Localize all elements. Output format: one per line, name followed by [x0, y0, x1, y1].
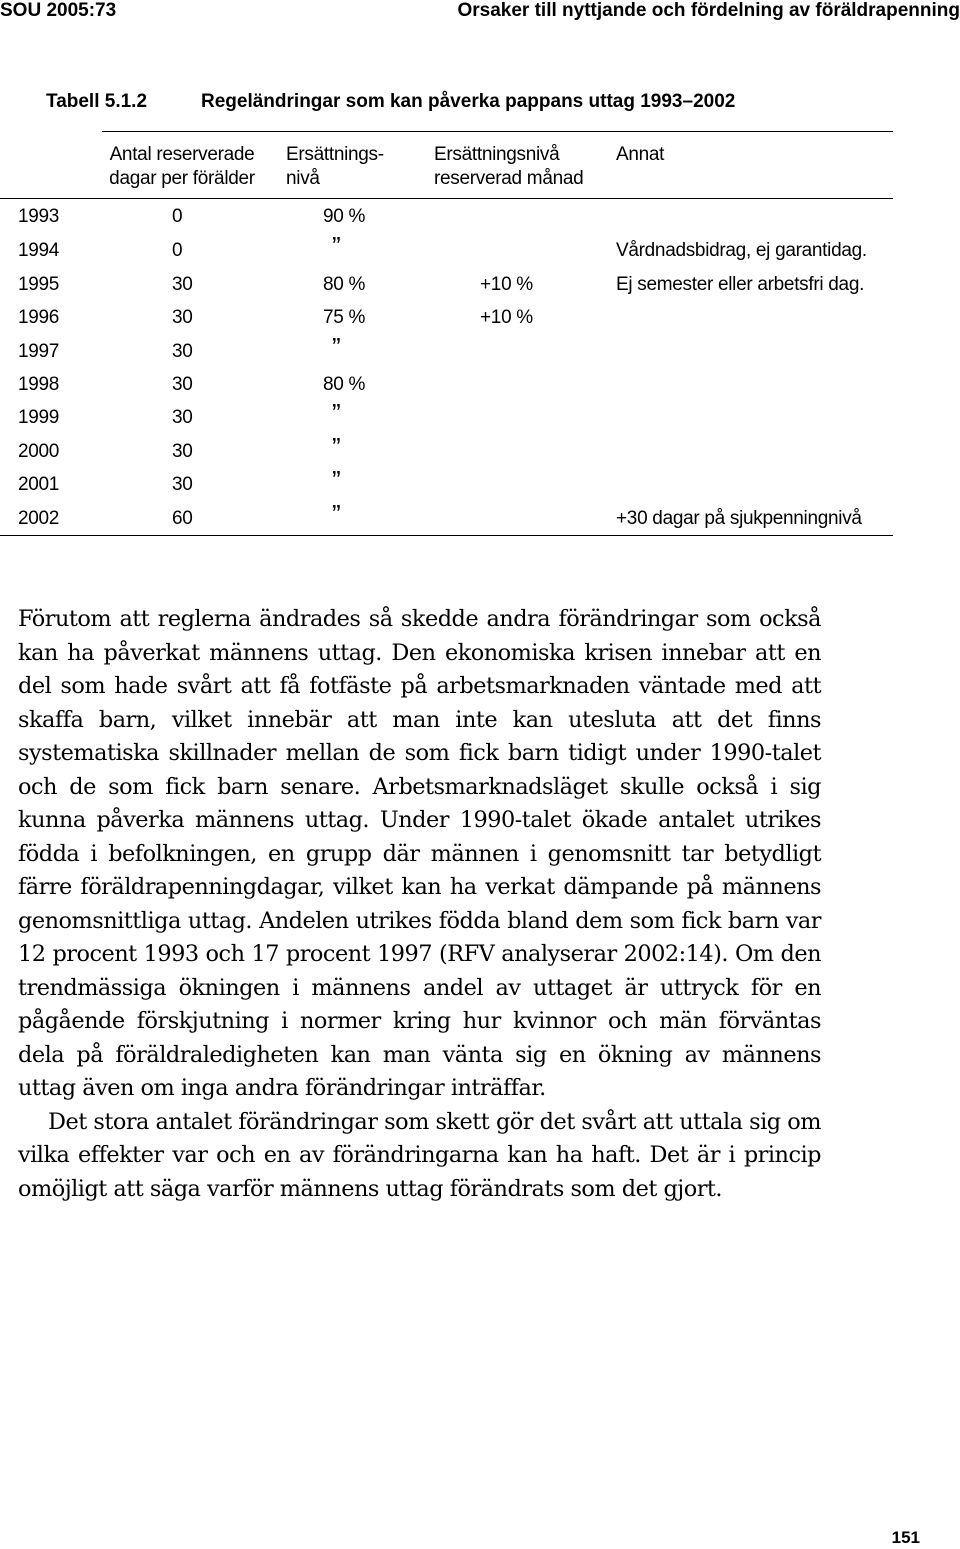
days-cell: 60 — [172, 508, 193, 529]
year-cell: 2002 — [18, 508, 60, 529]
column-header-level-line2: nivå — [286, 168, 320, 189]
year-cell: 1994 — [18, 240, 60, 261]
level-cell: 75 % — [323, 307, 366, 328]
level-cell: 80 % — [323, 274, 366, 295]
body-text — [18, 603, 821, 1206]
table-row — [0, 374, 893, 407]
other-cell: Vårdnadsbidrag, ej garantidag. — [616, 240, 867, 261]
year-cell: 2001 — [18, 474, 60, 495]
reserved-cell: +10 % — [480, 307, 533, 328]
column-header-days-line1: Antal reserverade — [109, 144, 255, 165]
column-header-other — [616, 143, 664, 167]
level-cell: 90 % — [323, 206, 366, 227]
reserved-cell: +10 % — [480, 274, 533, 295]
days-cell: 30 — [172, 374, 193, 395]
column-header-days-line2: dagar per förälder — [109, 168, 255, 189]
table-number: Tabell 5.1.2 — [46, 91, 148, 112]
body-paragraph-2: Det stora antalet förändringar som skett gör det svårt att uttala sig om vilka effekter var och en av förändringarna kan ha haft. Det är i princip omöjligt att säga varför männens uttag förändrats som det gjort. — [18, 1108, 821, 1202]
table-row — [0, 499, 893, 541]
column-header-level-line1: Ersättnings- — [286, 144, 384, 165]
table-row — [0, 465, 893, 507]
column-header-reserved — [434, 143, 583, 191]
table-row — [0, 432, 893, 474]
days-cell: 30 — [172, 307, 193, 328]
year-cell: 1993 — [18, 206, 60, 227]
level-cell: ” — [332, 398, 341, 428]
days-cell: 30 — [172, 341, 193, 362]
days-cell: 0 — [172, 240, 183, 261]
body-paragraph-1: Förutom att reglerna ändrades så skedde andra förändringar som också kan ha påverkat männens uttag. Den ekonomiska krisen innebar att en del som hade svårt att få fotfäste på arbetsmarknaden väntade med att skaffa barn, vilket innebär att man inte kan utesluta att det finns systematiska skillnader mellan de som fick barn tidigt under 1990-talet och de som fick barn senare. Arbetsmarknadsläget skulle också i sig kunna påverka männens uttag. Under 1990-talet ökade antalet utrikes födda i befolkningen, en grupp där männen i genomsnitt tar betydligt färre föräldrapenningdagar, vilket kan ha verkat dämpande på männens genomsnittliga uttag. Andelen utrikes födda bland dem som fick barn var 12 procent 1993 och 17 procent 1997 (RFV analyserar 2002:14). Om den trendmässiga ökningen i männens andel av uttaget är uttryck för en pågående förskjutning i normer kring hur kvinnor och män förväntas dela på föräldraledigheten kan man vänta sig en ökning av männens uttag även om inga andra förändringar inträffar. — [18, 606, 821, 1101]
year-cell: 1995 — [18, 274, 60, 295]
page-number: 151 — [891, 1528, 920, 1547]
level-cell: ” — [332, 499, 341, 529]
level-cell: 80 % — [323, 374, 366, 395]
level-cell: ” — [332, 332, 341, 362]
table-row — [0, 274, 893, 307]
table-row — [0, 398, 893, 440]
running-header-right: Orsaker till nyttjande och fördelning av föräldrapenning — [457, 0, 960, 21]
other-cell: +30 dagar på sjukpenningnivå — [616, 508, 862, 529]
year-cell: 2000 — [18, 441, 60, 462]
year-cell: 1999 — [18, 407, 60, 428]
table-top-rule — [102, 131, 893, 132]
year-cell: 1998 — [18, 374, 60, 395]
table-header-rule — [0, 198, 893, 199]
table-row — [0, 307, 893, 340]
running-header-left: SOU 2005:73 — [0, 0, 117, 21]
table-row — [0, 206, 893, 239]
days-cell: 0 — [172, 206, 183, 227]
column-header-reserved-line2: reserverad månad — [434, 168, 584, 189]
column-header-level — [286, 143, 384, 191]
table-bottom-rule — [0, 535, 893, 536]
table-title: Regeländringar som kan påverka pappans uttag 1993–2002 — [201, 91, 736, 112]
days-cell: 30 — [172, 441, 193, 462]
other-cell: Ej semester eller arbetsfri dag. — [616, 274, 865, 295]
level-cell: ” — [332, 432, 341, 462]
column-header-other-label: Annat — [616, 144, 665, 165]
level-cell: ” — [332, 465, 341, 495]
days-cell: 30 — [172, 407, 193, 428]
days-cell: 30 — [172, 274, 193, 295]
column-header-days — [102, 143, 262, 191]
year-cell: 1996 — [18, 307, 60, 328]
table-row — [0, 332, 893, 374]
table-row — [0, 231, 893, 273]
year-cell: 1997 — [18, 341, 60, 362]
level-cell: ” — [332, 231, 341, 261]
column-header-reserved-line1: Ersättningsnivå — [434, 144, 560, 165]
days-cell: 30 — [172, 474, 193, 495]
